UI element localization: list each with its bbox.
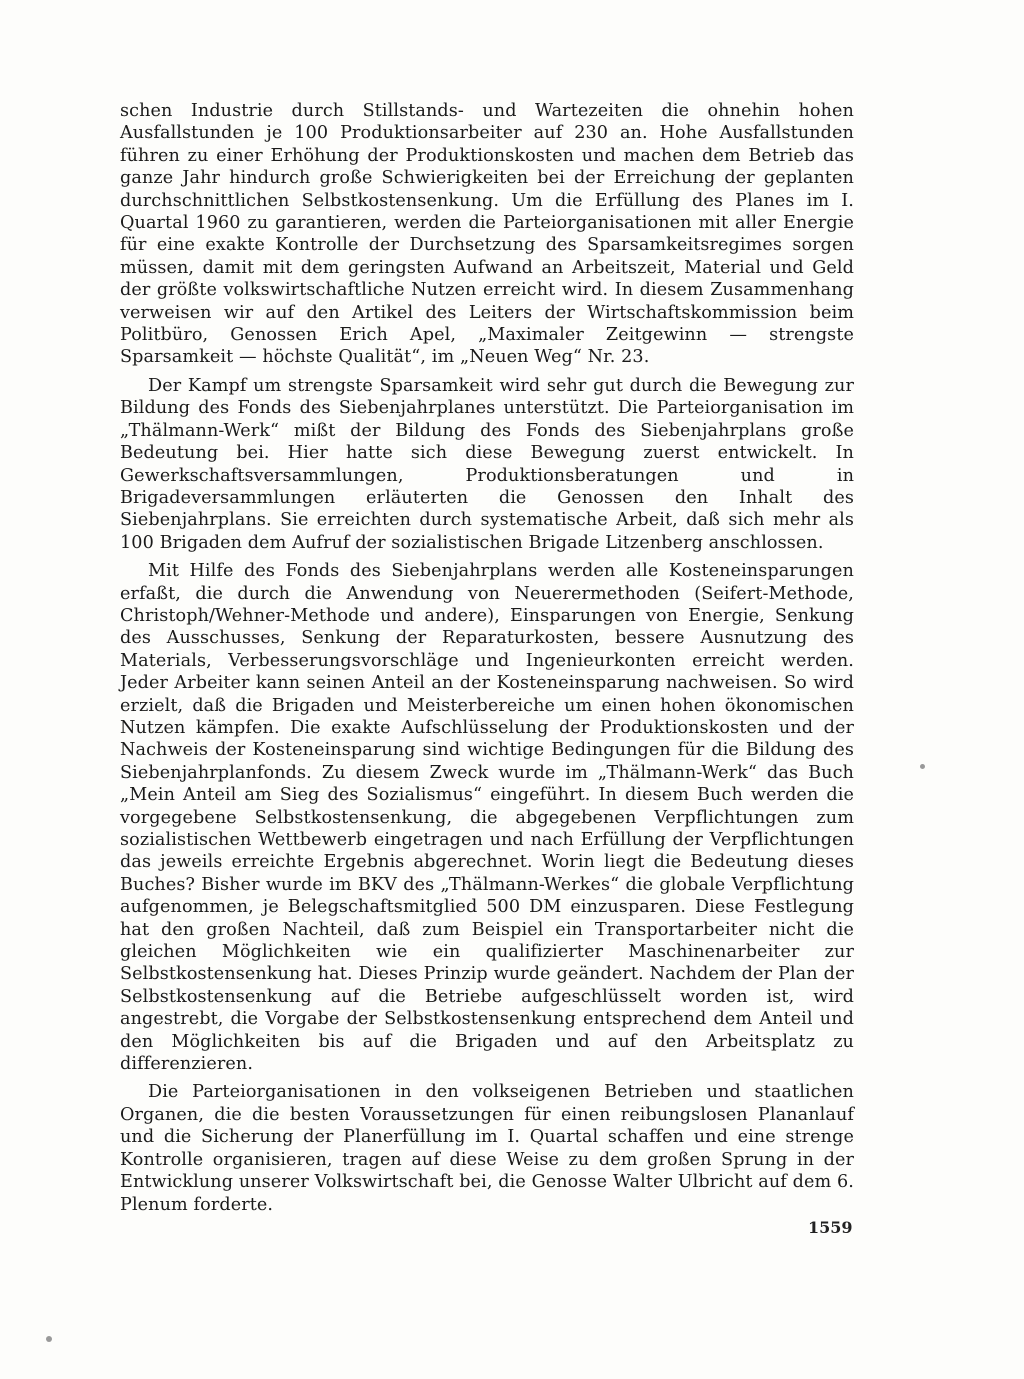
paragraph-4: Die Parteiorganisationen in den volkseigenen Betrieben und staatlichen Organen, die die besten Voraussetzungen für einen reibungslosen Plananlauf und die Sicherung der Planerfüllung im I. Quartal schaffen und eine strenge Kontrolle organisieren, tragen auf diese Weise zu dem großen Sprung in der Entwicklung unserer Volkswirtschaft bei, die Genosse Walter Ulbricht auf dem 6. Plenum forderte. (120, 1082, 854, 1215)
page-number: 1559 (808, 1218, 853, 1237)
paragraph-1: schen Industrie durch Stillstands- und Wartezeiten die ohnehin hohen Ausfallstunden je 100 Produktionsarbeiter auf 230 an. Hohe Ausfallstunden führen zu einer Erhöhung der Produktionskosten und machen dem Betrieb das ganze Jahr hindurch große Schwierigkeiten bei der Erreichung der geplanten durchschnittlichen Selbstkostensenkung. Um die Erfüllung des Planes im I. Quartal 1960 zu garantieren, werden die Parteiorganisationen mit aller Energie für eine exakte Kontrolle der Durchsetzung des Sparsamkeitsregimes sorgen müssen, damit mit dem geringsten Aufwand an Arbeitszeit, Material und Geld der größte volkswirtschaftliche Nutzen erreicht wird. In diesem Zusammenhang verweisen wir auf den Artikel des Leiters der Wirtschaftskommission beim Politbüro, Genossen Erich Apel, „Maximaler Zeitgewinn — strengste Sparsamkeit — höchste Qualität“, im „Neuen Weg“ Nr. 23. (120, 101, 854, 368)
scan-speck (46, 1336, 52, 1342)
paragraph-2: Der Kampf um strengste Sparsamkeit wird sehr gut durch die Bewegung zur Bildung des Fonds des Siebenjahrplanes unterstützt. Die Parteiorganisation im „Thälmann-Werk“ mißt der Bildung des Fonds des Siebenjahrplans große Bedeutung bei. Hier hatte sich diese Bewegung zuerst entwickelt. In Gewerkschaftsversammlungen, Produktionsberatungen und in Brigadeversammlungen erläuterten die Genossen den Inhalt des Siebenjahrplans. Sie erreichten durch systematische Arbeit, daß sich mehr als 100 Brigaden dem Aufruf der sozialistischen Brigade Litzenberg anschlossen. (120, 375, 854, 553)
scan-speck (920, 764, 925, 769)
paragraph-3: Mit Hilfe des Fonds des Siebenjahrplans werden alle Kosteneinsparungen erfaßt, die durch die Anwendung von Neuerermethoden (Seifert-Methode, Christoph/Wehner-Methode und andere), Einsparungen von Energie, Senkung des Ausschusses, Senkung der Reparaturkosten, bessere Ausnutzung des Materials, Verbesserungsvorschläge und Ingenieurkonten erreicht werden. Jeder Arbeiter kann seinen Anteil an der Kosteneinsparung nachweisen. So wird erzielt, daß die Brigaden und Meisterbereiche um einen hohen ökonomischen Nutzen kämpfen. Die exakte Aufschlüsselung der Produktionskosten und der Nachweis der Kosteneinsparung sind wichtige Bedingungen für die Bildung des Siebenjahrplanfonds. Zu diesem Zweck wurde im „Thälmann-Werk“ das Buch „Mein Anteil am Sieg des Sozialismus“ eingeführt. In diesem Buch werden die vorgegebene Selbstkostensenkung, die abgegebenen Verpflichtungen zum sozialistischen Wettbewerb eingetragen und nach Erfüllung der Verpflichtungen das jeweils erreichte Ergebnis abgerechnet. Worin liegt die Bedeutung dieses Buches? Bisher wurde im BKV des „Thälmann-Werkes“ die globale Verpflichtung aufgenommen, je Belegschaftsmitglied 500 DM einzusparen. Diese Festlegung hat den großen Nachteil, daß zum Beispiel ein Transportarbeiter nicht die gleichen Möglichkeiten wie ein qualifizierter Maschinenarbeiter zur Selbstkostensenkung hat. Dieses Prinzip wurde geändert. Nachdem der Plan der Selbstkostensenkung auf die Betriebe aufgeschlüsselt worden ist, wird angestrebt, die Vorgabe der Selbstkostensenkung entsprechend dem Anteil und den Möglichkeiten bis auf die Brigaden und auf den Arbeitsplatz zu differenzieren. (120, 561, 854, 1075)
body-text (120, 100, 854, 1222)
